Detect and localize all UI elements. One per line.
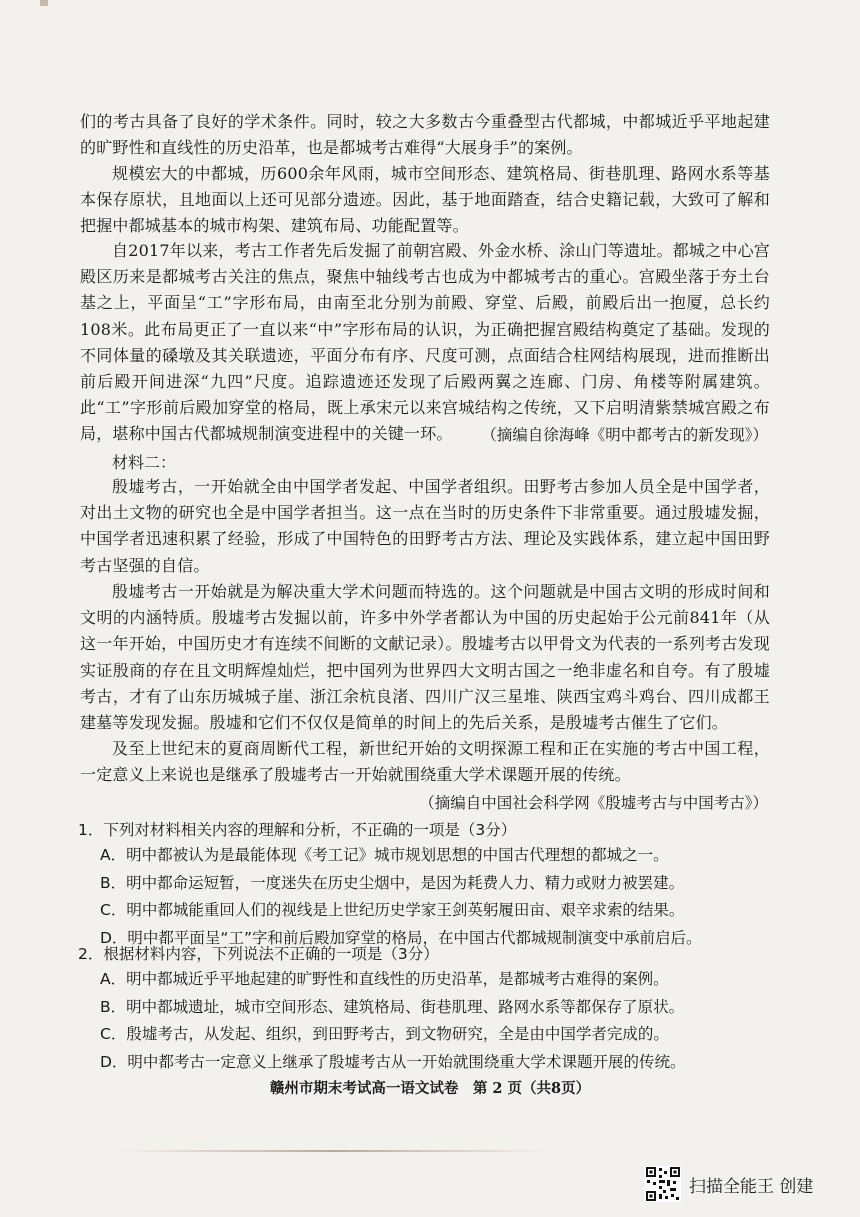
passage2-paragraph-3: 及至上世纪末的夏商周断代工程，新世纪开始的文明探源工程和正在实施的考古中国工程，一定意义上来说也是继承了殷墟考古一开始就围绕重大学术课题开展的传统。 <box>80 739 770 785</box>
scan-edge-line <box>120 1150 550 1152</box>
question-1-stem: 1．下列对材料相关内容的理解和分析，不正确的一项是（3分） <box>78 821 517 839</box>
question-2-option-b: B．明中都城遗址，城市空间形态、建筑格局、街巷肌理、路网水系等都保存了原状。 <box>100 997 685 1016</box>
passage1-continued-paragraph: 们的考古具备了良好的学术条件。同时，较之大多数古今重叠型古代都城，中都城近乎平地起建的旷野性和直线性的历史沿革，也是都城考古难得“大展身手”的案例。 <box>80 112 770 158</box>
scanner-watermark <box>645 1166 813 1202</box>
passage1-source: （摘编自徐海峰《明中都考古的新发现》） <box>481 426 768 444</box>
passage1-paragraph-3: 自2017年以来，考古工作者先后发掘了前朝宫殿、外金水桥、涂山门等遗址。都城之中心宫殿区历来是都城考古关注的焦点，聚焦中轴线考古也成为中都城考古的重心。宫殿坐落于夯土台基之上，平面呈“工”字形布局，由南至北分别为前殿、穿堂、后殿，前殿后出一抱厦，总长约108米。此布局更正了一直以来“中”字形布局的认识，为正确把握宫殿结构奠定了基础。发现的不同体量的磉墩及其关联遗迹，平面分布有序、尺度可测，点面结合柱网结构展现，进而推断出前后殿开间进深“九四”尺度。追踪遗迹还发现了后殿两翼之连廊、门房、角楼等附属建筑。此“工”字形前后殿加穿堂的格局，既上承宋元以来宫城结构之传统，又下启明清紫禁城宫殿之布局，堪称中国古代都城规制演变进程中的关键一环。 <box>80 241 770 444</box>
passage1-paragraph-2: 规模宏大的中都城，历600余年风雨，城市空间形态、建筑格局、街巷肌理、路网水系等基本保存原状，且地面以上还可见部分遗迹。因此，基于地面踏查，结合史籍记载，大致可了解和把握中都城基本的城市构架、建筑布局、功能配置等。 <box>80 164 770 236</box>
question-1-option-b: B．明中都命运短暂，一度迷失在历史尘烟中，是因为耗费人力、精力或财力被罢建。 <box>100 873 685 892</box>
question-1-option-d: D．明中都平面呈“工”字和前后殿加穿堂的格局，在中国古代都城规制演变中承前启后。 <box>100 928 702 947</box>
material-2-heading: 材料二： <box>112 453 177 472</box>
scan-mark <box>40 0 48 6</box>
question-1-option-c: C．明中都城能重回人们的视线是上世纪历史学家王剑英躬履田亩、艰辛求索的结果。 <box>100 901 685 919</box>
question-1-option-a: A．明中都被认为是最能体现《考工记》城市规划思想的中国古代理想的都城之一。 <box>100 846 669 864</box>
question-2-option-a: A．明中都城近乎平地起建的旷野性和直线性的历史沿革，是都城考古难得的案例。 <box>100 970 669 988</box>
question-2-option-c: C．殷墟考古，从发起、组织，到田野考古，到文物研究，全是由中国学者完成的。 <box>100 1025 669 1043</box>
passage2-paragraph-2: 殷墟考古一开始就是为解决重大学术问题而特选的。这个问题就是中国古文明的形成时间和文明的内涵特质。殷墟考古发掘以前，许多中外学者都认为中国的历史起始于公元前841年（从这一年开始，中国历史才有连续不间断的文献记录）。殷墟考古以甲骨文为代表的一系列考古发现实证殷商的存在且文明辉煌灿烂，把中国列为世界四大文明古国之一绝非虚名和自夸。有了殷墟考古，才有了山东历城城子崖、浙江余杭良渚、四川广汉三星堆、陕西宝鸡斗鸡台、四川成都王建墓等发现发掘。殷墟和它们不仅仅是简单的时间上的先后关系，是殷墟考古催生了它们。 <box>80 582 770 733</box>
watermark-text: 扫描全能王 创建 <box>689 1176 814 1197</box>
qr-code-icon <box>645 1166 681 1202</box>
question-2-options <box>100 966 790 1076</box>
question-2-stem: 2．根据材料内容，下列说法不正确的一项是（3分） <box>78 945 439 963</box>
question-1-options <box>100 842 790 952</box>
passage2-paragraph-1: 殷墟考古，一开始就全由中国学者发起、中国学者组织。田野考古参加人员全是中国学者，对出土文物的研究也全是中国学者担当。这一点在当时的历史条件下非常重要。通过殷墟发掘，中国学者迅速积累了经验，形成了中国特色的田野考古方法、理论及实践体系，建立起中国田野考古坚强的自信。 <box>80 477 770 575</box>
passage2-source: （摘编自中国社会科学网《殷墟考古与中国考古》） <box>419 794 768 812</box>
question-2-option-d: D．明中都考古一定意义上继承了殷墟考古从一开始就围绕重大学术课题开展的传统。 <box>100 1052 686 1071</box>
page-footer: 赣州市期末考试高一语文试卷 第 2 页（共8页） <box>269 1080 591 1097</box>
